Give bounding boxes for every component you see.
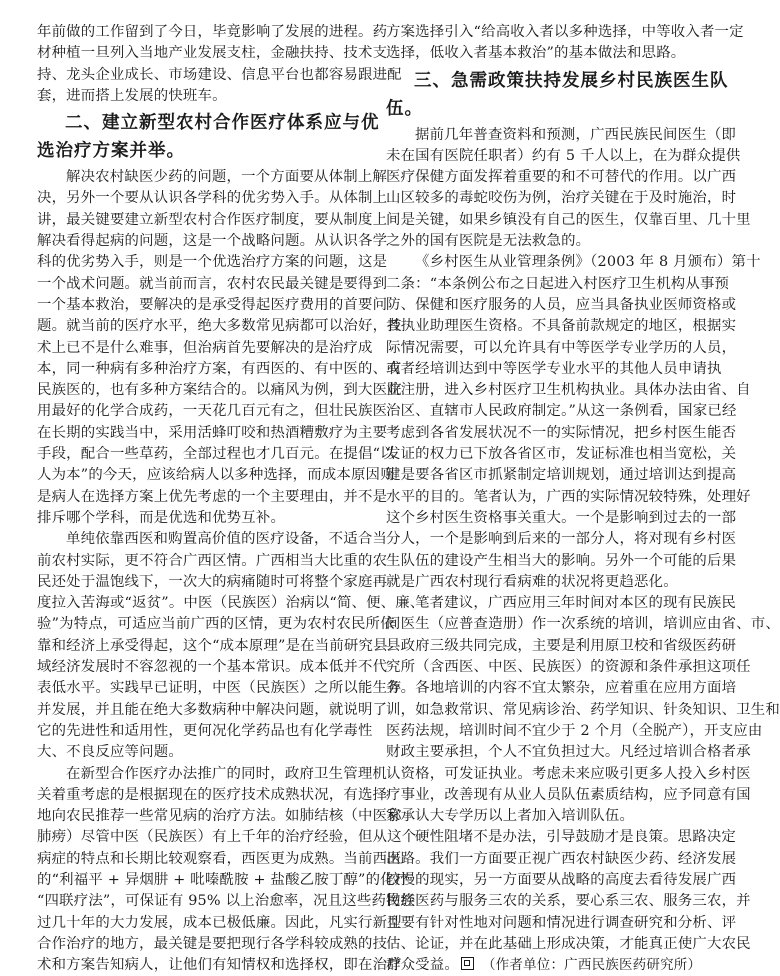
text-line: 硬性阻堵不是办法，引导鼓励才是良策。思路决定 <box>386 827 712 848</box>
text-line: 且要有针对性地对问题和情况进行调查研究和分析、评 <box>386 913 712 934</box>
text-line: 套，进而搭上发展的快班车。 <box>37 86 363 107</box>
paragraph <box>386 827 712 976</box>
text-line: 解决看得起病的问题，这是一个战略问题。从认识各学 <box>37 231 363 252</box>
text-line: 疗事业，改善现有从业人员队伍素质结构，应予同意有国 <box>386 785 712 806</box>
right-column <box>386 22 712 976</box>
text-line: 这个乡村医生资格事关重大。一个是影响到过去的一部 <box>386 508 712 529</box>
text-line: 一个战术问题。就当前而言，农村农民最关键是要得到 <box>37 274 363 295</box>
paragraph <box>37 764 363 976</box>
text-line: 者执业助理医生资格。不具备前款规定的地区，根据实 <box>386 316 712 337</box>
text-line: 考虑到各省发展状况不一的实际情况，把乡村医生能否 <box>386 423 712 444</box>
text-line: 未在国有医院任职者）约有 5 千人以上，在为群众提供 <box>386 146 712 167</box>
text-line: 二条：“本条例公布之日起进入村医疗卫生机构从事预 <box>386 274 712 295</box>
text-line: 并发展，并且能在绝大多数病种中解决问题，就说明了 <box>37 700 363 721</box>
text-line: 业注册，进入乡村医疗卫生机构执业。具体办法由省、自 <box>386 380 712 401</box>
paragraph <box>386 252 712 593</box>
text-line: 肺痨）尽管中医（民族医）有上千年的治疗经验，但从这个 <box>37 827 363 848</box>
text-line: 间医生（应普查造册）作一次系统的培训，培训应由省、市、 <box>386 614 712 635</box>
paragraph <box>37 529 363 763</box>
text-line: 分人，一个是影响到后来的一部分人，将对现有乡村医 <box>386 529 712 550</box>
text-line: 估、论证，并在此基础上形成决策，才能真正使广大农民 <box>386 934 712 955</box>
text-line: 单纯依靠西医和购置高价值的医疗设备，不适合当 <box>37 529 363 550</box>
text-line: 的“利福平 + 异烟肼 + 吡嗪酰胺 + 盐酸乙胺丁醇”的化疗 <box>37 870 363 891</box>
text-line: 本，同一种病有多种治疗方案，有西医的、有中医的、有 <box>37 359 363 380</box>
text-line: 方案选择引入“给高收入者以多种选择，中等收入者一定 <box>386 22 712 43</box>
text-line: 持、龙头企业成长、市场建设、信息平台也都容易跟进配 <box>37 65 363 86</box>
text-line: 前农村实际，更不符合广西区情。广西相当大比重的农 <box>37 551 363 572</box>
text-line: 民还处于温饱线下，一次大的病痛随时可将整个家庭再 <box>37 572 363 593</box>
paragraph-intro <box>37 22 363 107</box>
end-of-article-icon <box>461 957 474 970</box>
paragraph <box>386 593 712 827</box>
text-line: 决，另外一个要从认识各学科的优劣势入手。从体制上 <box>37 188 363 209</box>
text-line: 地向农民推荐一些常见病的治疗方法。如肺结核（中医称 <box>37 806 363 827</box>
text-line: 关着重考虑的是根据现在的医疗技术成熟状况，有选择 <box>37 785 363 806</box>
text-line: 出路。我们一方面要正视广西农村缺医少药、经济发展 <box>386 849 712 870</box>
text-line: 较慢的现实，另一方面要从战略的高度去看待发展广西 <box>386 870 712 891</box>
text-line: 病症的特点和长期比较观察看，西医更为成熟。当前西医 <box>37 849 363 870</box>
text-line: “四联疗法”，可保证有 95% 以上治愈率，况且这些药物经 <box>37 891 363 912</box>
text-line: 认资格，可发证执业。考虑未来应吸引更多人投入乡村医 <box>386 764 712 785</box>
text-line: 表低水平。实践早已证明，中医（民族医）之所以能生存 <box>37 678 363 699</box>
text-line: 解决农村缺医少药的问题，一个方面要从体制上解 <box>37 167 363 188</box>
text-line: 生队伍的建设产生相当大的影响。另外一个可能的后果 <box>386 551 712 572</box>
text-line: 《乡村医生从业管理条例》（2003 年 8 月颁布）第十 <box>386 252 712 273</box>
text-line: 在新型合作医疗办法推广的同时，政府卫生管理机 <box>37 764 363 785</box>
text-line: 年前做的工作留到了今日，毕竟影响了发展的进程。药 <box>37 22 363 43</box>
text-line: 合作治疗的地方，最关键是要把现行各学科较成熟的技 <box>37 934 363 955</box>
text-line: 题。就当前的医疗水平，绝大多数常见病都可以治好，技 <box>37 316 363 337</box>
text-line: 或者经培训达到中等医学专业水平的其他人员申请执 <box>386 359 712 380</box>
heading-line: 伍。 <box>386 95 712 123</box>
text-line: 就是广西农村现行看病难的状况将更趋恶化。 <box>386 572 712 593</box>
text-line: 验”为特点，可适应当前广西的区情，更为农村农民所依 <box>37 614 363 635</box>
text-line: 过几十年的大力发展，成本已极低廉。因此，凡实行新型 <box>37 913 363 934</box>
text-line: 笔者建议，广西应用三年时间对本区的现有民族民 <box>386 593 712 614</box>
text-line: 用最好的化学合成药，一天花几百元有之，但壮民族医 <box>37 401 363 422</box>
text-line: 治区、直辖市人民政府制定。”从这一条例看，国家已经 <box>386 401 712 422</box>
text-line: 间是关键，如果乡镇没有自己的医生，仅靠百里、几十里 <box>386 210 712 231</box>
text-line: 排斥哪个学科，而是优选和优势互补。 <box>37 508 363 529</box>
text-line: 际情况需要，可以允许具有中等医学专业学历的人员， <box>386 338 712 359</box>
final-line-text: 群众受益。 <box>386 957 459 973</box>
author-affiliation: （作者单位：广西民族医药研究所） <box>482 957 701 973</box>
text-line: 民族医药与服务三农的关系，要心系三农、服务三农，并 <box>386 891 712 912</box>
text-line: 发证的权力已下放各省区市，发证标准也相当宽松，关 <box>386 444 712 465</box>
section-heading-2 <box>37 109 363 165</box>
text-line: 靠和经济上承受得起，这个“成本原理”是在当前研究县 <box>37 636 363 657</box>
left-column <box>37 22 363 976</box>
text-line: 在长期的实践当中，采用活蜂叮咬和热酒糟敷疗为主要 <box>37 423 363 444</box>
text-line: 选择，低收入者基本救治”的基本做法和思路。 <box>386 43 712 64</box>
text-line: 医疗保健方面发挥着重要的和不可替代的作用。以广西 <box>386 167 712 188</box>
paragraph-continued <box>386 22 712 65</box>
text-line: 科的优劣势入手，则是一个优选治疗方案的问题，这是 <box>37 252 363 273</box>
text-line: 讲，最关键要建立新型农村合作医疗制度，要从制度上 <box>37 210 363 231</box>
text-line: 家承认大专学历以上者加入培训队伍。 <box>386 806 712 827</box>
text-line: 是病人在选择方案上优先考虑的一个主要理由，并不是 <box>37 487 363 508</box>
text-line: 防、保健和医疗服务的人员，应当具备执业医师资格或 <box>386 295 712 316</box>
text-line: 大、不良反应等问题。 <box>37 742 363 763</box>
paragraph <box>386 125 712 253</box>
text-line: 术和方案告知病人，让他们有知情权和选择权，即在治疗 <box>37 955 363 976</box>
text-line: 一个基本救治，要解决的是承受得起医疗费用的首要问 <box>37 295 363 316</box>
text-line: 山区较多的毒蛇咬伤为例，治疗关键在于及时施治，时 <box>386 188 712 209</box>
text-line: 训，如急救常识、常见病诊治、药学知识、针灸知识、卫生和 <box>386 700 712 721</box>
heading-line: 选治疗方案并举。 <box>37 137 363 165</box>
text-line: 键是要各省区市抓紧制定培训规划，通过培训达到提高 <box>386 465 712 486</box>
text-line: 县政府三级共同完成，主要是利用原卫校和省级医药研 <box>386 636 712 657</box>
text-line: 度拉入苦海或“返贫”。中医（民族医）治病以“简、便、廉、 <box>37 593 363 614</box>
text-line: 术上已不是什么难事，但治病首先要解决的是治疗成 <box>37 338 363 359</box>
text-line: 域经济发展时不容忽视的一个基本常识。成本低并不代 <box>37 657 363 678</box>
heading-line: 二、建立新型农村合作医疗体系应与优 <box>37 109 363 137</box>
paragraph <box>37 167 363 529</box>
text-line: 医药法规，培训时间不宜少于 2 个月（全脱产），开支应由 <box>386 721 712 742</box>
text-line: 之外的国有医院是无法救急的。 <box>386 231 712 252</box>
text-line: 务。各地培训的内容不宜太繁杂，应着重在应用方面培 <box>386 678 712 699</box>
text-line: 它的先进性和适用性，更何况化学药品也有化学毒性 <box>37 721 363 742</box>
text-line: 据前几年普查资料和预测，广西民族民间医生（即 <box>386 125 712 146</box>
text-line: 财政主要承担，个人不宜负担过大。凡经过培训合格者承 <box>386 742 712 763</box>
text-line: 材种植一旦列入当地产业发展支柱，金融扶持、技术支 <box>37 43 363 64</box>
text-line: 民族医的，也有多种方案结合的。以痛风为例，到大医院 <box>37 380 363 401</box>
text-line: 人为本”的今天，应该给病人以多种选择，而成本原因则 <box>37 465 363 486</box>
text-line: 水平的目的。笔者认为，广西的实际情况较特殊，处理好 <box>386 487 712 508</box>
text-line: 手段，配合一些草药，全部过程也才几百元。在提倡“以 <box>37 444 363 465</box>
final-line <box>386 955 712 976</box>
text-line: 究所（含西医、中医、民族医）的资源和条件承担这项任 <box>386 657 712 678</box>
heading-line: 三、急需政策扶持发展乡村民族医生队 <box>386 67 712 95</box>
section-heading-3 <box>386 67 712 123</box>
